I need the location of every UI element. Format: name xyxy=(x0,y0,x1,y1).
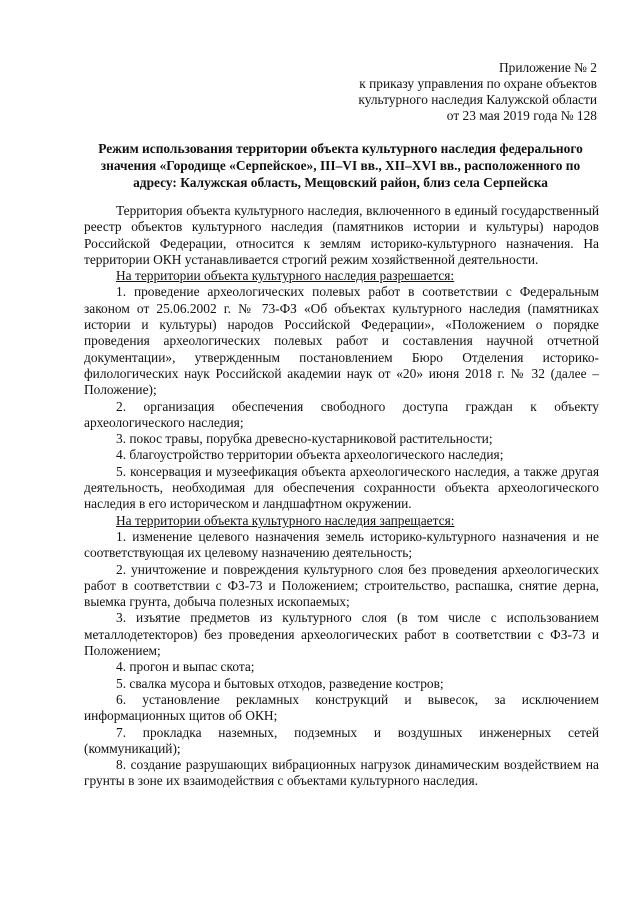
allowed-item: 1. проведение археологических полевых работ в соответствии с Федеральным законом от 25.06.2002 г. № 73-ФЗ «Об объектах культурного наследия (памятниках истории и культуры) народов Российской Федерации», «Положением о порядке проведения археологических полевых работ и составления научной отчетной документации», утвержденным постановлением Бюро Отделения историко-филологических наук Российской академии наук от «20» июня 2018 г. № 32 (далее – Положение); xyxy=(84,284,599,398)
document-title: Режим использования территории объекта культурного наследия федерального значения «Городище «Серпейское», III–VI вв., XII–XVI вв., расположенного по адресу: Калужская область, Мещовский район, близ села Серпейска xyxy=(98,141,583,190)
forbidden-item: 2. уничтожение и повреждения культурного слоя без проведения археологических работ в соответствии с ФЗ-73 и Положением; строительство, распашка, снятие дерна, выемка грунта, добыча полезных ископаемых; xyxy=(84,561,599,610)
appendix-order-ref: к приказу управления по охране объектов xyxy=(359,76,597,91)
forbidden-item: 1. изменение целевого назначения земель историко-культурного назначения и не соответствующая их целевому назначению деятельность; xyxy=(84,528,599,561)
allowed-heading: На территории объекта культурного наследия разрешается: xyxy=(116,268,455,284)
allowed-item: 4. благоустройство территории объекта археологического наследия; xyxy=(116,447,504,463)
forbidden-item: 4. прогон и выпас скота; xyxy=(116,659,255,675)
appendix-block xyxy=(84,60,599,124)
forbidden-item: 3. изъятие предметов из культурного слоя (в том числе с использованием металлодетекторов) без проведения археологических работ в соответствии с ФЗ-73 и Положением; xyxy=(84,610,599,659)
appendix-authority: культурного наследия Калужской области xyxy=(358,92,597,107)
intro-paragraph: Территория объекта культурного наследия, включенного в единый государственный реестр объектов культурного наследия (памятников истории и культуры) народов Российской Федерации, относится к землям историко-культурного назначения. На территории ОКН устанавливается строгий режим хозяйственной деятельности. xyxy=(84,203,599,267)
forbidden-item: 7. прокладка наземных, подземных и воздушных инженерных сетей (коммуникаций); xyxy=(84,724,599,756)
appendix-title: Приложение № 2 xyxy=(498,60,597,75)
forbidden-heading: На территории объекта культурного наследия запрещается: xyxy=(116,512,455,528)
forbidden-item: 6. установление рекламных конструкций и вывесок, за исключением информационных щитов об ОКН; xyxy=(84,691,599,724)
appendix-date: от 23 мая 2019 года № 128 xyxy=(446,108,597,123)
allowed-item: 5. консервация и музеефикация объекта археологического наследия, а также другая деятельность, необходимая для обеспечения сохранности объекта археологического наследия в его историческом и ландшафтном окружении. xyxy=(84,463,599,512)
allowed-item: 3. покос травы, порубка древесно-кустарниковой растительности; xyxy=(116,431,493,447)
document-body xyxy=(84,203,599,790)
forbidden-item: 8. создание разрушающих вибрационных нагрузок динамическим воздействием на грунты в зоне их взаимодействия с объектами культурного наследия. xyxy=(84,757,599,789)
allowed-item: 2. организация обеспечения свободного доступа граждан к объекту археологического наследия; xyxy=(84,398,599,430)
forbidden-item: 5. свалка мусора и бытовых отходов, разведение костров; xyxy=(116,675,444,691)
